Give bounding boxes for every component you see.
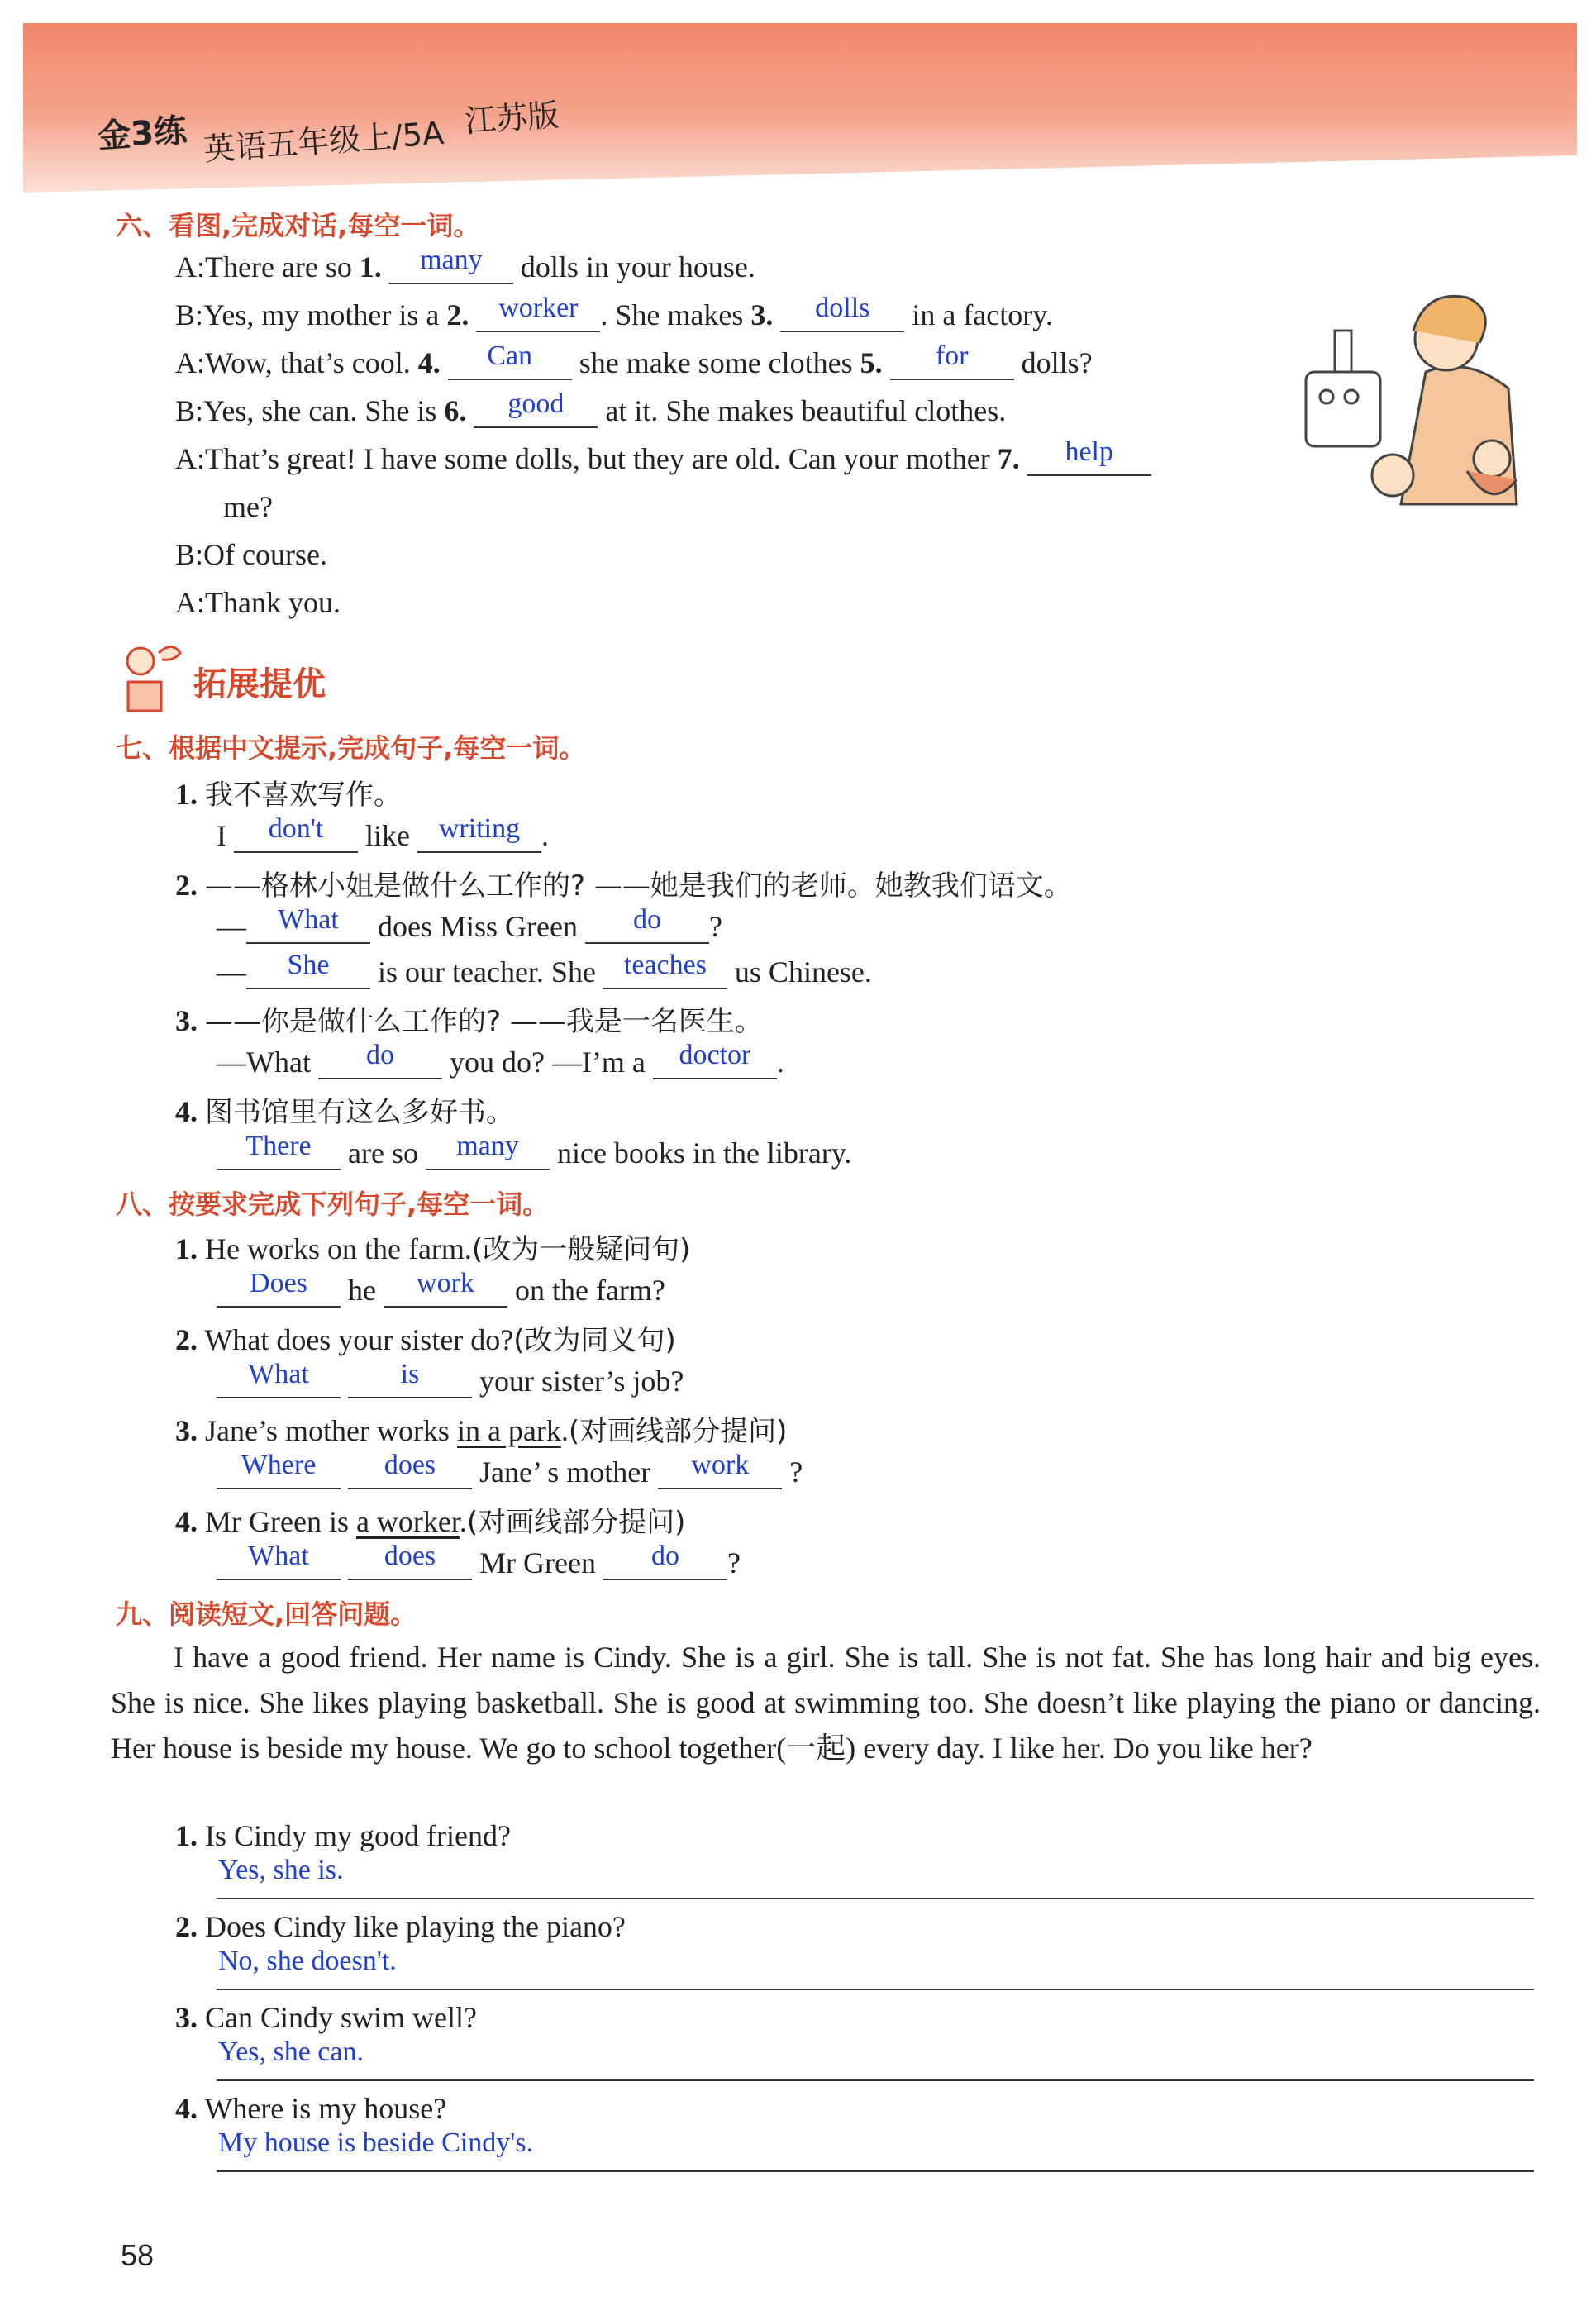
question-7-4-answer: There are so many nice books in the library. (217, 1136, 852, 1170)
answer-blank[interactable]: teaches (603, 956, 727, 989)
answer-blank[interactable]: work (658, 1456, 782, 1489)
answer-blank[interactable]: do (585, 911, 709, 944)
answer-blank[interactable]: Can (448, 347, 572, 380)
dialog-line-1: A:There are so 1. many dolls in your house. (175, 245, 755, 283)
answer-blank[interactable]: There (217, 1137, 341, 1170)
answer-blank[interactable]: is (348, 1365, 472, 1398)
question-7-1: 1. 我不喜欢写作。 (175, 778, 402, 812)
dialog-line-5: A:That’s great! I have some dolls, but they are old. Can your mother 7. help (175, 441, 1151, 476)
page-number: 58 (121, 2238, 155, 2272)
book-series: 英语五年级上/5A (202, 114, 445, 169)
answer-blank[interactable]: Where (217, 1456, 341, 1489)
question-9-2: 2. Does Cindy like playing the piano? (175, 1910, 626, 1943)
answer-blank[interactable]: worker (476, 299, 600, 332)
answer-9-3: Yes, she can. (218, 2037, 364, 2067)
answer-blank[interactable]: does (348, 1547, 472, 1580)
question-7-2-line-2: — She is our teacher. She teaches us Chinese. (217, 950, 872, 989)
question-7-4: 4. 图书馆里有这么多好书。 (175, 1095, 514, 1129)
dialog-line-2: B:Yes, my mother is a 2. worker . She makes 3. dolls in a factory. (175, 293, 1053, 331)
answer-blank[interactable]: She (246, 956, 370, 989)
book-edition: 江苏版 (463, 97, 560, 140)
answer-blank[interactable]: What (217, 1547, 341, 1580)
section-8-title: 八、按要求完成下列句子,每空一词。 (116, 1189, 550, 1220)
question-8-1-answer: Does he work on the farm? (217, 1273, 665, 1308)
section-9-title: 九、阅读短文,回答问题。 (116, 1598, 417, 1630)
question-9-3: 3. Can Cindy swim well? (175, 2001, 477, 2034)
answer-blank[interactable]: What (246, 911, 370, 944)
answer-blank[interactable]: does (348, 1456, 472, 1489)
dialog-line-6: me? (223, 490, 273, 523)
question-8-3-answer: Where does Jane’ s mother work ? (217, 1455, 803, 1489)
answer-line (217, 1989, 1534, 1990)
answer-blank[interactable]: many (389, 251, 513, 284)
dialog-line-8: A:Thank you. (175, 586, 341, 619)
answer-blank[interactable]: do (318, 1046, 442, 1079)
dialog-line-7: B:Of course. (175, 538, 327, 571)
question-7-3-answer: —What do you do? —I’m a doctor . (217, 1040, 784, 1079)
header-banner (23, 23, 1577, 193)
answer-9-2: No, she doesn't. (218, 1946, 397, 1976)
question-7-3: 3. ——你是做什么工作的? ——我是一名医生。 (175, 1004, 763, 1038)
answer-blank[interactable]: dolls (780, 299, 904, 332)
answer-blank[interactable]: doctor (653, 1046, 777, 1079)
answer-line (217, 1898, 1534, 1899)
kid-mascot-icon (107, 636, 186, 715)
question-8-2-answer: What is your sister’s job? (217, 1364, 684, 1398)
answer-blank[interactable]: don't (234, 820, 358, 853)
reading-passage: I have a good friend. Her name is Cindy. She is a girl. She is tall. She is not fat. She has long hair and big eyes. She is nice. She likes playing basketball. She is good at swimming too. She doesn’t like playing the piano or dancing. Her house is beside my house. We go to school together(一起) every day. I like her. Do you like her? (111, 1641, 1541, 1765)
answer-blank[interactable]: do (603, 1547, 727, 1580)
answer-blank[interactable]: What (217, 1365, 341, 1398)
answer-blank[interactable]: writing (417, 820, 541, 853)
dialog-line-4: B:Yes, she can. She is 6. good at it. She makes beautiful clothes. (175, 388, 1007, 427)
question-8-4: 4. Mr Green is a worker.(对画线部分提问) (175, 1505, 686, 1539)
answer-blank[interactable]: help (1027, 443, 1151, 476)
answer-blank[interactable]: work (384, 1274, 507, 1308)
answer-line (217, 2079, 1534, 2081)
mother-sewing-illustration (1302, 273, 1533, 521)
question-9-4: 4. Where is my house? (175, 2092, 447, 2125)
answer-line (217, 2170, 1534, 2172)
answer-blank[interactable]: good (474, 395, 598, 428)
answer-blank[interactable]: many (426, 1137, 550, 1170)
section-6-title: 六、看图,完成对话,每空一词。 (116, 210, 480, 241)
question-8-2: 2. What does your sister do?(改为同义句) (175, 1323, 676, 1357)
answer-blank[interactable]: Does (217, 1274, 341, 1308)
question-8-3: 3. Jane’s mother works in a park.(对画线部分提问) (175, 1414, 788, 1448)
question-9-1: 1. Is Cindy my good friend? (175, 1819, 511, 1852)
question-7-2: 2. ——格林小姐是做什么工作的? ——她是我们的老师。她教我们语文。 (175, 869, 1072, 903)
dialog-line-3: A:Wow, that’s cool. 4. Can she make some clothes 5. for dolls? (175, 341, 1093, 379)
question-8-1: 1. He works on the farm.(改为一般疑问句) (175, 1232, 691, 1266)
question-7-2-line-1: — What does Miss Green do ? (217, 904, 722, 943)
section-7-title: 七、根据中文提示,完成句子,每空一词。 (116, 732, 586, 764)
answer-9-4: My house is beside Cindy's. (218, 2127, 534, 2158)
answer-9-1: Yes, she is. (218, 1855, 344, 1885)
section-heading-extension: 拓展提优 (193, 665, 326, 703)
brand-logo: 金3练 (96, 112, 188, 156)
question-8-4-answer: What does Mr Green do ? (217, 1546, 741, 1580)
question-7-1-answer: I don't like writing . (217, 813, 549, 852)
answer-blank[interactable]: for (890, 347, 1014, 380)
